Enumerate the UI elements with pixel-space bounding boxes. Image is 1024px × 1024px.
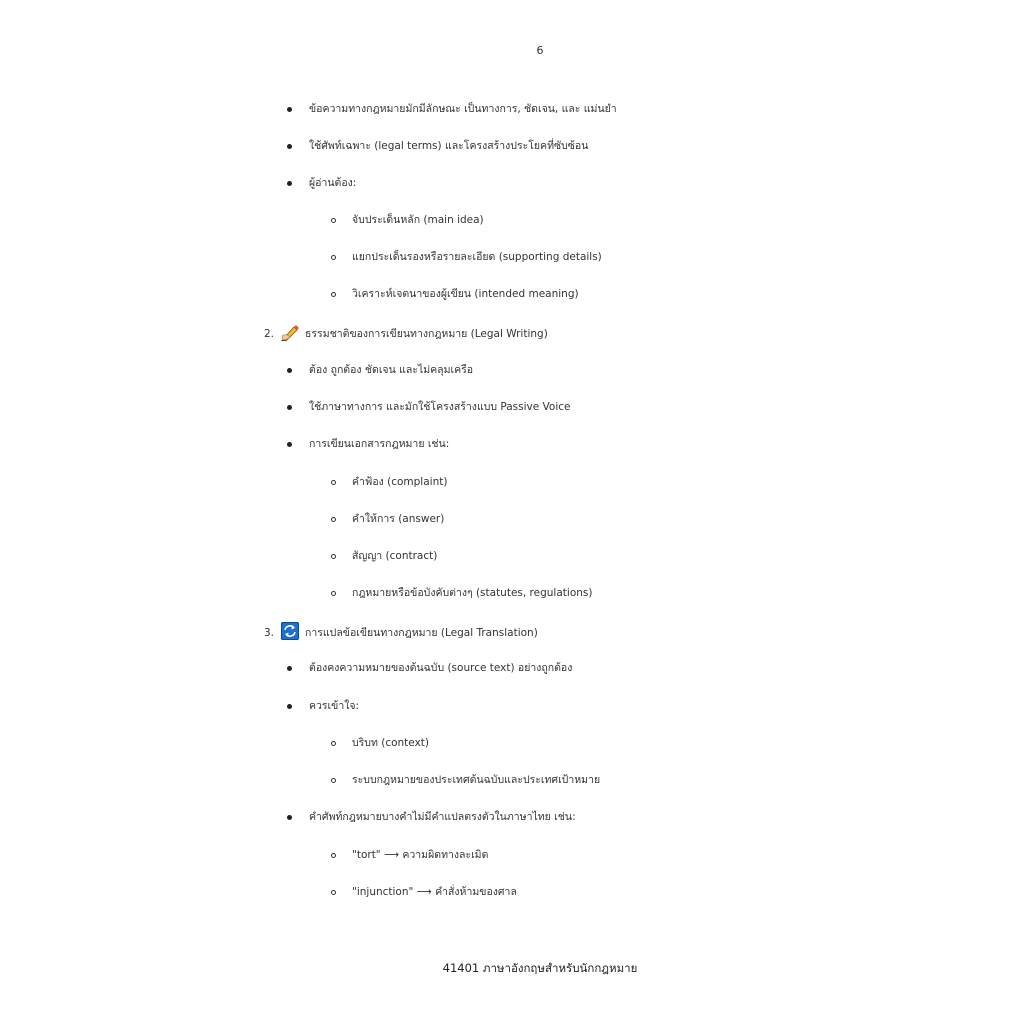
list-item: การเขียนเอกสารกฎหมาย เช่น: (309, 438, 450, 450)
list-item: คำศัพท์กฎหมายบางคำไม่มีคำแปลตรงตัวในภาษาไทย เช่น: (309, 811, 576, 823)
section-number: 2. (264, 328, 275, 340)
sub-bullet (331, 554, 336, 559)
list-item: ระบบกฎหมายของประเทศต้นฉบับและประเทศเป้าหมาย (352, 774, 601, 786)
list-item: ใช้ศัพท์เฉพาะ (legal terms) และโครงสร้างประโยคที่ซับซ้อน (309, 140, 589, 152)
section-title: ธรรมชาติของการเขียนทางกฎหมาย (Legal Writing) (305, 328, 548, 340)
sub-bullet (331, 218, 336, 223)
section-number: 3. (264, 627, 275, 639)
list-item: บริบท (context) (352, 737, 429, 749)
sub-bullet (331, 778, 336, 783)
bullet (287, 144, 292, 149)
list-item: ต้อง ถูกต้อง ชัดเจน และไม่คลุมเครือ (309, 364, 474, 376)
writing-hand-icon (280, 324, 300, 342)
sub-bullet (331, 591, 336, 596)
repeat-arrows-icon (281, 622, 299, 640)
bullet (287, 442, 292, 447)
list-item: ผู้อ่านต้อง: (309, 177, 357, 189)
list-item: "tort" ⟶ ความผิดทางละเมิด (352, 849, 489, 861)
list-item: ข้อความทางกฎหมายมักมีลักษณะ เป็นทางการ, ชัดเจน, และ แม่นยำ (309, 103, 617, 115)
sub-bullet (331, 255, 336, 260)
list-item: ต้องคงความหมายของต้นฉบับ (source text) อย่างถูกต้อง (309, 662, 573, 674)
sub-bullet (331, 517, 336, 522)
list-item: วิเคราะห์เจตนาของผู้เขียน (intended meaning) (352, 288, 579, 300)
sub-bullet (331, 853, 336, 858)
page-number: 6 (536, 44, 544, 57)
section-title: การแปลข้อเขียนทางกฎหมาย (Legal Translation) (305, 627, 538, 639)
list-item: จับประเด็นหลัก (main idea) (352, 214, 484, 226)
list-item: คำให้การ (answer) (352, 513, 445, 525)
page-footer: 41401 ภาษาอังกฤษสำหรับนักกฎหมาย (442, 961, 638, 975)
list-item: แยกประเด็นรองหรือรายละเอียด (supporting details) (352, 251, 602, 263)
list-item: ใช้ภาษาทางการ และมักใช้โครงสร้างแบบ Passive Voice (309, 401, 571, 413)
bullet (287, 405, 292, 410)
bullet (287, 368, 292, 373)
bullet (287, 181, 292, 186)
sub-bullet (331, 741, 336, 746)
list-item: สัญญา (contract) (352, 550, 438, 562)
list-item: ควรเข้าใจ: (309, 700, 360, 712)
sub-bullet (331, 480, 336, 485)
sub-bullet (331, 292, 336, 297)
list-item: กฎหมายหรือข้อบังคับต่างๆ (statutes, regulations) (352, 587, 593, 599)
sub-bullet (331, 890, 336, 895)
bullet (287, 666, 292, 671)
bullet (287, 107, 292, 112)
bullet (287, 815, 292, 820)
list-item: คำฟ้อง (complaint) (352, 476, 448, 488)
list-item: "injunction" ⟶ คำสั่งห้ามของศาล (352, 886, 517, 898)
bullet (287, 704, 292, 709)
